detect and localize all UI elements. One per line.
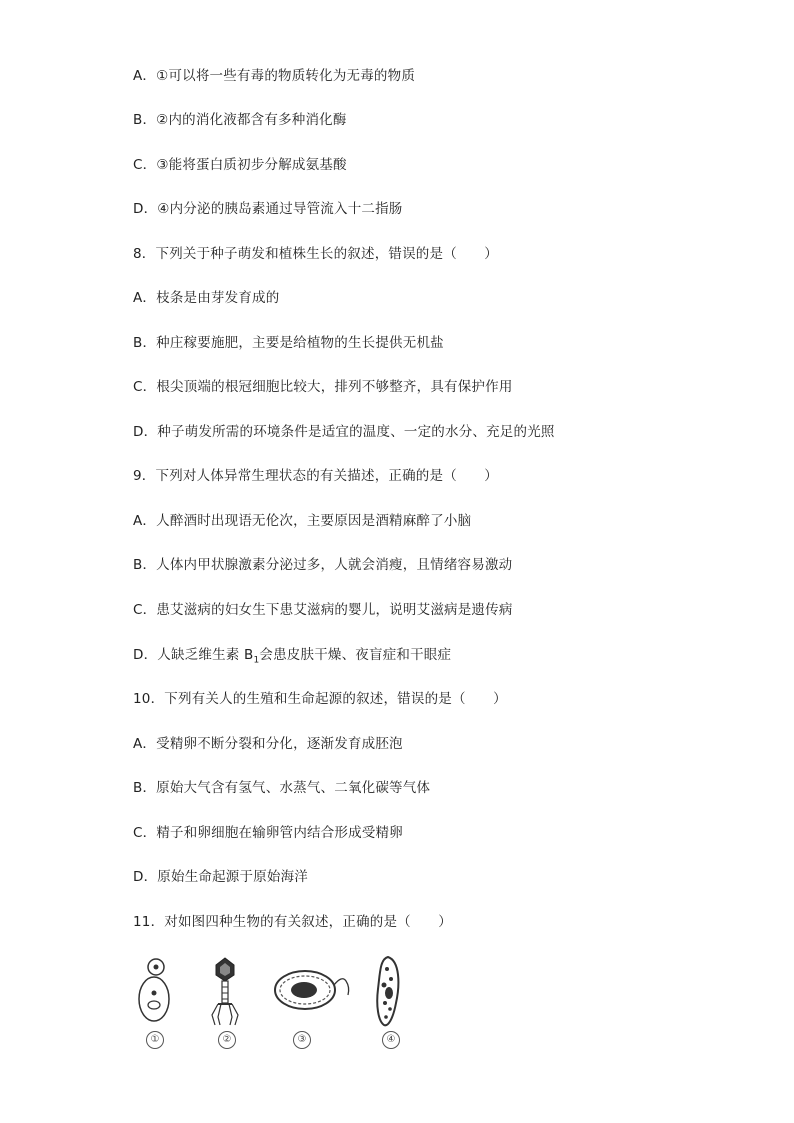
- bacterium-illustration: [272, 965, 352, 1015]
- option-b-q10: B．原始大气含有氢气、水蒸气、二氧化碳等气体: [133, 780, 431, 796]
- organisms-figure: [130, 955, 420, 1055]
- paramecium-illustration: [374, 955, 402, 1029]
- option-a-q8: A．枝条是由芽发育成的: [133, 290, 280, 306]
- option-a-q7: A．①可以将一些有毒的物质转化为无毒的物质: [133, 68, 416, 84]
- option-b-q8: B．种庄稼要施肥，主要是给植物的生长提供无机盐: [133, 335, 444, 351]
- figure-label-3: ③: [293, 1031, 311, 1049]
- option-d-q10: D．原始生命起源于原始海洋: [133, 869, 308, 885]
- yeast-illustration: [136, 955, 172, 1027]
- virus-illustration: [210, 957, 240, 1027]
- figure-label-1: ①: [146, 1031, 164, 1049]
- option-d-q9-part1: D．人缺乏维生素 B: [133, 647, 254, 663]
- option-a-q9: A．人醉酒时出现语无伦次，主要原因是酒精麻醉了小脑: [133, 513, 472, 529]
- figure-label-2: ②: [218, 1031, 236, 1049]
- vitamin-subscript: 1: [253, 655, 260, 666]
- question-11: 11．对如图四种生物的有关叙述，正确的是（ ）: [133, 914, 452, 930]
- option-d-q7: D．④内分泌的胰岛素通过导管流入十二指肠: [133, 201, 403, 217]
- question-9: 9．下列对人体异常生理状态的有关描述，正确的是（ ）: [133, 468, 498, 484]
- option-b-q9: B．人体内甲状腺激素分泌过多，人就会消瘦，且情绪容易激动: [133, 557, 513, 573]
- option-c-q9: C．患艾滋病的妇女生下患艾滋病的婴儿，说明艾滋病是遗传病: [133, 602, 513, 618]
- option-a-q10: A．受精卵不断分裂和分化，逐渐发育成胚泡: [133, 736, 403, 752]
- question-10: 10．下列有关人的生殖和生命起源的叙述，错误的是（ ）: [133, 691, 507, 707]
- option-d-q9-part2: 会患皮肤干燥、夜盲症和干眼症: [259, 647, 452, 663]
- option-c-q7: C．③能将蛋白质初步分解成氨基酸: [133, 157, 347, 173]
- option-c-q10: C．精子和卵细胞在输卵管内结合形成受精卵: [133, 825, 403, 841]
- question-8: 8．下列关于种子萌发和植株生长的叙述，错误的是（ ）: [133, 246, 498, 262]
- option-c-q8: C．根尖顶端的根冠细胞比较大，排列不够整齐，具有保护作用: [133, 379, 513, 395]
- option-b-q7: B．②内的消化液都含有多种消化酶: [133, 112, 347, 128]
- figure-label-4: ④: [382, 1031, 400, 1049]
- option-d-q9: [133, 645, 451, 671]
- option-d-q8: D．种子萌发所需的环境条件是适宜的温度、一定的水分、充足的光照: [133, 424, 555, 440]
